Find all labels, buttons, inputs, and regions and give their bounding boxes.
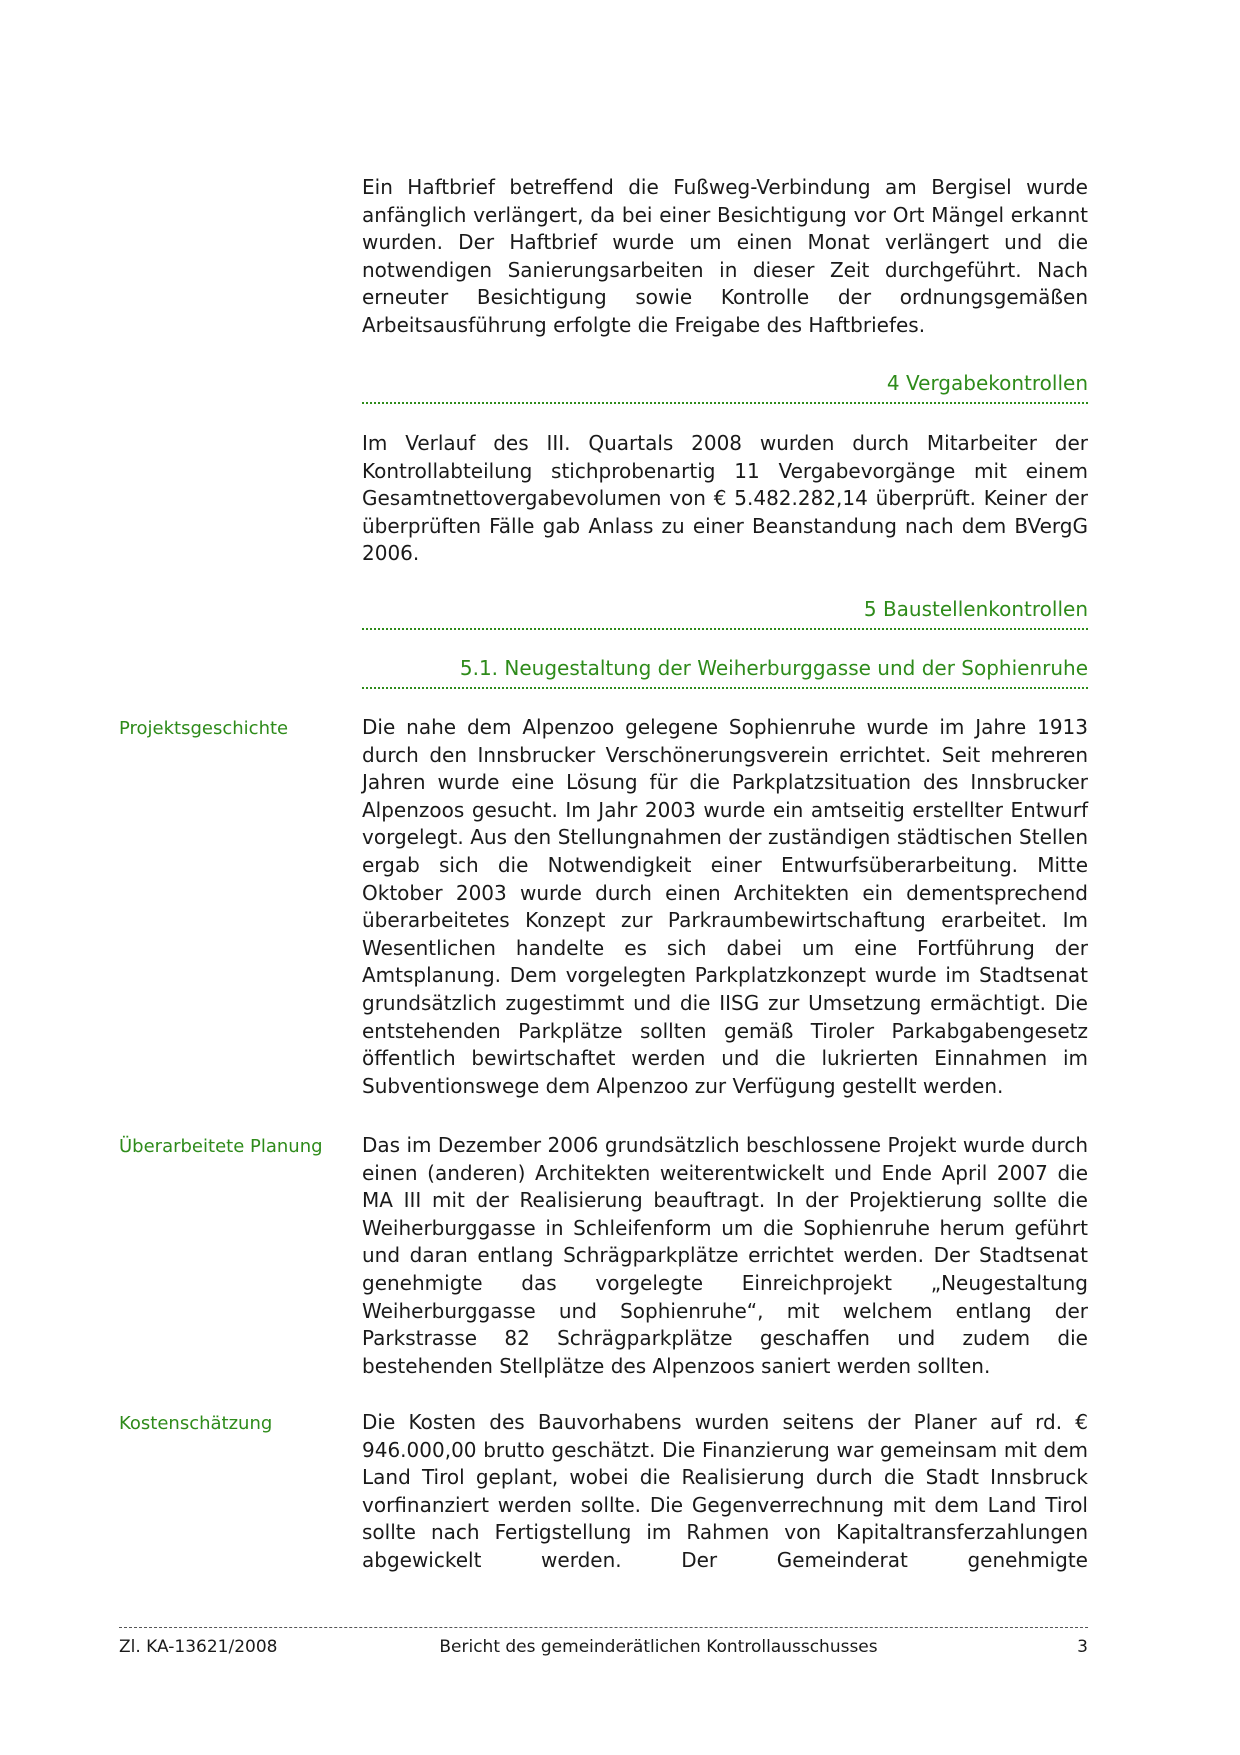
paragraph-vergabe: Im Verlauf des III. Quartals 2008 wurden durch Mitarbeiter der Kontrollabteilung stichprobenartig 11 Vergabevorgänge mit einem Gesamtnettovergabevolumen von € 5.482.282,14 überprüft. Keiner der überprüften Fälle gab Anlass zu einer Beanstandung nach dem BVergG 2006. <box>362 431 1088 566</box>
footer-title: Bericht des gemeinderätlichen Kontrollausschusses <box>439 1637 878 1657</box>
footer-page-number: 3 <box>1077 1637 1088 1657</box>
footer-reference: Zl. KA-13621/2008 <box>119 1637 278 1657</box>
margin-note-kostenschaetzung: Kostenschätzung <box>119 1413 273 1434</box>
paragraph-haftbrief: Ein Haftbrief betreffend die Fußweg-Verbindung am Bergisel wurde anfänglich verlängert, da bei einer Besichtigung vor Ort Mängel erkannt wurden. Der Haftbrief wurde um einen Monat verlängert und die notwendigen Sanierungsarbeiten in dieser Zeit durchgeführt. Nach erneuter Besichtigung sowie Kontrolle der ordnungsgemäßen Arbeitsausführung erfolgte die Freigabe des Haftbriefes. <box>362 175 1088 337</box>
section-heading-vergabekontrollen: 4 Vergabekontrollen <box>362 370 1088 404</box>
subsection-heading-neugestaltung: 5.1. Neugestaltung der Weiherburggasse und der Sophienruhe <box>362 655 1088 689</box>
margin-note-projektsgeschichte: Projektsgeschichte <box>119 718 289 739</box>
paragraph-kosten: Die Kosten des Bauvorhabens wurden seitens der Planer auf rd. € 946.000,00 brutto geschätzt. Die Finanzierung war gemeinsam mit dem Land Tirol geplant, wobei die Realisierung durch die Stadt Innsbruck vorfinanziert werden sollte. Die Gegenverrechnung mit dem Land Tirol sollte nach Fertigstellung im Rahmen von Kapitaltransferzahlungen abgewickelt werden. Der Gemeinderat genehmigte <box>362 1410 1088 1572</box>
footer-divider <box>119 1627 1088 1628</box>
section-heading-baustellenkontrollen: 5 Baustellenkontrollen <box>362 596 1088 630</box>
margin-note-ueberarbeitete-planung: Überarbeitete Planung <box>119 1136 323 1157</box>
paragraph-planung: Das im Dezember 2006 grundsätzlich beschlossene Projekt wurde durch einen (anderen) Architekten weiterentwickelt und Ende April 2007 die MA III mit der Realisierung beauftragt. In der Projektierung sollte die Weiherburggasse in Schleifenform um die Sophienruhe herum geführt und daran entlang Schrägparkplätze errichtet werden. Der Stadtsenat genehmigte das vorgelegte Einreichprojekt „Neugestaltung Weiherburggasse und Sophienruhe“, mit welchem entlang der Parkstrasse 82 Schrägparkplätze geschaffen und zudem die bestehenden Stellplätze des Alpenzoos saniert werden sollten. <box>362 1133 1088 1378</box>
paragraph-projektsgeschichte: Die nahe dem Alpenzoo gelegene Sophienruhe wurde im Jahre 1913 durch den Innsbrucker Verschönerungsverein errichtet. Seit mehreren Jahren wurde eine Lösung für die Parkplatzsituation des Innsbrucker Alpenzoos gesucht. Im Jahr 2003 wurde ein amtseitig erstellter Entwurf vorgelegt. Aus den Stellungnahmen der zuständigen städtischen Stellen ergab sich die Notwendigkeit einer Entwurfsüberarbeitung. Mitte Oktober 2003 wurde durch einen Architekten ein dementsprechend überarbeitetes Konzept zur Parkraumbewirtschaftung erarbeitet. Im Wesentlichen handelte es sich dabei um eine Fortführung der Amtsplanung. Dem vorgelegten Parkplatzkonzept wurde im Stadtsenat grundsätzlich zugestimmt und die IISG zur Umsetzung ermächtigt. Die entstehenden Parkplätze sollten gemäß Tiroler Parkabgabengesetz öffentlich bewirtschaftet werden und die lukrierten Einnahmen im Subventionswege dem Alpenzoo zur Verfügung gestellt werden. <box>362 715 1088 1098</box>
